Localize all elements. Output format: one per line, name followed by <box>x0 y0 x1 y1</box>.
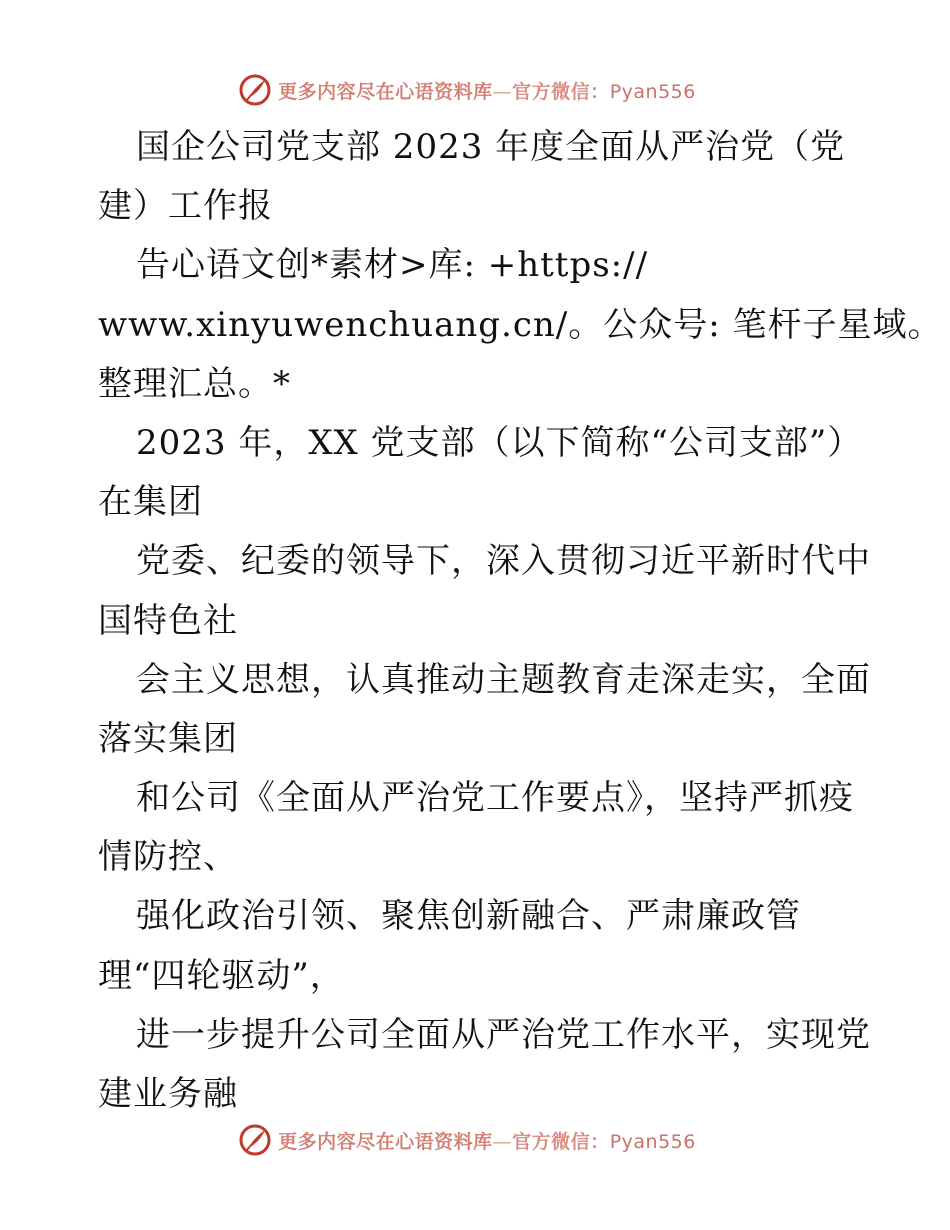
feather-logo-icon <box>238 1123 272 1157</box>
header-banner-text <box>278 77 696 104</box>
banner-site-text: 更多内容尽在心语资料库 <box>278 80 493 103</box>
feather-logo-icon <box>238 73 272 107</box>
doc-line: 理“四轮驱动”， <box>98 955 345 996</box>
doc-line: 告心语文创*素材>库: +https:// <box>136 245 649 286</box>
doc-line: 国企公司党支部 2023 年度全面从严治党（党 <box>136 127 846 167</box>
doc-line: 会主义思想，认真推动主题教育走深走实，全面 <box>136 659 871 700</box>
footer-banner-text <box>278 1127 696 1154</box>
doc-line: 和公司《全面从严治党工作要点》，坚持严抓疫 <box>136 778 854 819</box>
doc-line: 建）工作报 <box>98 186 273 227</box>
banner-dash: — <box>492 1130 513 1153</box>
banner-wechat-label: 官方微信： <box>512 80 610 103</box>
doc-line: 落实集团 <box>98 718 238 759</box>
doc-line: 强化政治引领、聚焦创新融合、严肃廉政管 <box>136 896 801 937</box>
banner-wechat-id: Pyan556 <box>609 80 696 103</box>
document-body <box>98 118 943 1124</box>
doc-line: 整理汇总。* <box>98 363 291 404</box>
doc-line: 2023 年，XX 党支部（以下简称“公司支部”） <box>136 422 863 463</box>
doc-line: www.xinyuwenchuang.cn/。公众号: 笔杆子星域。 <box>98 304 943 345</box>
doc-line: 建业务融 <box>98 1074 238 1114</box>
doc-line: 在集团 <box>98 482 203 523</box>
banner-wechat-id: Pyan556 <box>609 1130 696 1153</box>
header-banner <box>0 70 950 110</box>
footer-banner <box>0 1120 950 1160</box>
banner-wechat-label: 官方微信： <box>512 1130 610 1153</box>
doc-line: 情防控、 <box>98 837 238 878</box>
doc-line: 进一步提升公司全面从严治党工作水平，实现党 <box>136 1014 871 1055</box>
doc-line: 国特色社 <box>98 600 238 641</box>
banner-dash: — <box>492 80 513 103</box>
doc-line: 党委、纪委的领导下，深入贯彻习近平新时代中 <box>136 541 871 582</box>
banner-site-text: 更多内容尽在心语资料库 <box>278 1130 493 1153</box>
